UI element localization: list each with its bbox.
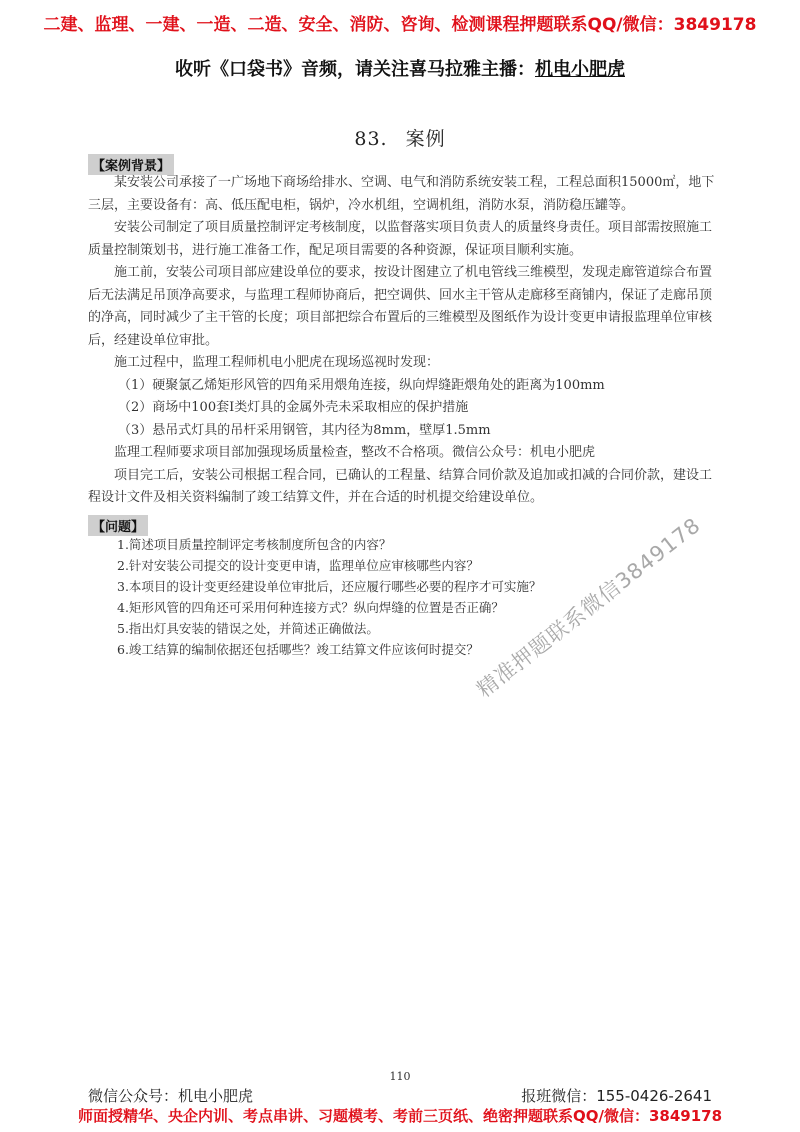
bottom-banner: 师面授精华、央企内训、考点串讲、习题模考、考前三页纸、绝密押题联系QQ/微信：3849178 [77, 1107, 723, 1125]
case-number: 83. [354, 128, 388, 150]
background-paragraph: 施工前，安装公司项目部应建设单位的要求，按设计图建立了机电管线三维模型，发现走廊管道综合布置后无法满足吊顶净高要求，与监理工程师协商后，把空调供、回水主干管从走廊移至商铺内，保证了走廊吊顶的净高，同时减少了主干管的长度；项目部把综合布置后的三维模型及图纸作为设计变更申请报监理单位审核后，经建设单位审批。 [88, 265, 713, 348]
questions-label: 【问题】 [88, 515, 148, 536]
page-title [0, 124, 800, 151]
background-paragraph: 某安装公司承接了一广场地下商场给排水、空调、电气和消防系统安装工程，工程总面积15000㎡，地下三层，主要设备有：高、低压配电柜，锅炉，冷水机组，空调机组，消防水泵，消防稳压罐等。 [88, 175, 715, 213]
footer-wechat-account: 微信公众号：机电小肥虎 [88, 1087, 254, 1105]
watermark: 精准押题联系微信3849178 [472, 512, 706, 703]
questions-list [117, 534, 717, 660]
background-paragraph: 施工过程中，监理工程师机电小肥虎在现场巡视时发现： [114, 355, 440, 370]
question-item: 4.矩形风管的四角还可采用何种连接方式？纵向焊缝的位置是否正确？ [117, 600, 504, 615]
background-section [88, 172, 718, 510]
finding-item: （2）商场中100套Ⅰ类灯具的金属外壳未采取相应的保护措施 [118, 400, 469, 415]
host-name: 机电小肥虎 [535, 59, 625, 80]
question-item: 3.本项目的设计变更经建设单位审批后，还应履行哪些必要的程序才可实施？ [117, 579, 542, 594]
footer-enroll-contact: 报班微信：155-0426-2641 [521, 1087, 712, 1105]
question-item: 5.指出灯具安装的错误之处，并简述正确做法。 [117, 621, 379, 636]
background-label: 【案例背景】 [88, 154, 174, 175]
page-number: 110 [389, 1070, 411, 1083]
question-item: 6.竣工结算的编制依据还包括哪些？竣工结算文件应该何时提交？ [117, 642, 479, 657]
background-paragraph: 安装公司制定了项目质量控制评定考核制度，以监督落实项目负责人的质量终身责任。项目部需按照施工质量控制策划书，进行施工准备工作，配足项目需要的各种资源，保证项目顺利实施。 [88, 220, 713, 258]
question-item: 1.简述项目质量控制评定考核制度所包含的内容？ [117, 537, 392, 552]
closing-paragraph: 项目完工后，安装公司根据工程合同，已确认的工程量、结算合同价款及追加或扣减的合同价款，建设工程设计文件及相关资料编制了竣工结算文件，并在合适的时机提交给建设单位。 [88, 467, 713, 505]
finding-item: （1）硬聚氯乙烯矩形风管的四角采用煨角连接，纵向焊缝距煨角处的距离为100mm [118, 377, 605, 393]
finding-item: （3）悬吊式灯具的吊杆采用钢管，其内径为8mm，壁厚1.5mm [118, 422, 491, 438]
case-title: 案例 [405, 128, 446, 150]
subtitle [0, 55, 800, 81]
question-item: 2.针对安装公司提交的设计变更申请，监理单位应审核哪些内容？ [117, 558, 479, 573]
top-banner: 二建、监理、一建、一造、二造、安全、消防、咨询、检测课程押题联系QQ/微信：3849178 [43, 15, 757, 35]
subtitle-prefix: 收听《口袋书》音频，请关注喜马拉雅主播： [175, 59, 535, 80]
closing-paragraph: 监理工程师要求项目部加强现场质量检查，整改不合格项。微信公众号：机电小肥虎 [114, 445, 596, 460]
